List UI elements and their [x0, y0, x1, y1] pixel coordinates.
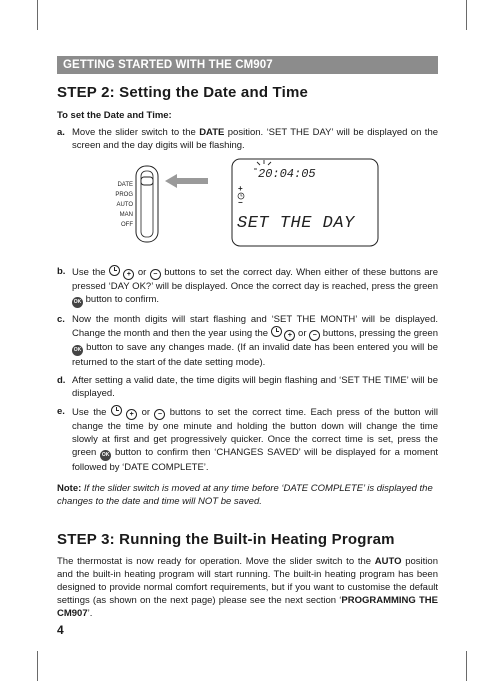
minus-icon: −	[309, 330, 320, 341]
crop-mark	[466, 651, 467, 681]
switch-label-prog: PROG	[115, 192, 133, 198]
step2-item-b: b. Use the + or − buttons to set the correct day. When either of these buttons are pressed ‘DAY OK?’ will be displayed. Once the correct day is reached, press the green OK button to confirm.	[57, 265, 438, 308]
arrow-left-icon	[165, 174, 208, 188]
page-content	[57, 56, 438, 620]
section-header: GETTING STARTED WITH THE CM907	[57, 56, 438, 74]
switch-label-auto: AUTO	[116, 202, 133, 208]
thermostat-illustration	[57, 156, 438, 260]
clock-icon	[111, 405, 122, 416]
plus-icon: +	[126, 409, 137, 420]
step3-paragraph: The thermostat is now ready for operation. Move the slider switch to the AUTO position and the built-in heating program will start running. The built-in heating program has been designed to provide normal comfort requirements, but if you want to customise the default settings (as shown on the next page) please see the next section ‘PROGRAMMING THE CM907’.	[57, 556, 438, 619]
step2-item-a: a. Move the slider switch to the DATE position. ‘SET THE DAY’ will be displayed on the screen and the day digits will be flashing.	[57, 127, 439, 151]
switch-label-date: DATE	[117, 182, 133, 188]
lcd-message: SET THE DAY	[237, 214, 355, 233]
thermostat-figure	[57, 156, 438, 260]
clock-icon	[271, 326, 282, 337]
lcd-date: 20:04:05	[258, 167, 316, 181]
step2-item-e: e. Use the + or − buttons to set the correct time. Each press of the button will change the time by one minute and holding the button down will change the time slowly at first and get progressively quicker. Once the correct time is set, press the green OK button to confirm then ‘CHANGES SAVED’ will be displayed for a moment followed by ‘DATE COMPLETE’.	[57, 406, 439, 473]
slider-knob	[141, 177, 153, 185]
ok-icon: OK	[100, 450, 111, 461]
switch-label-off: OFF	[121, 222, 133, 228]
note: Note: If the slider switch is moved at any time before ‘DATE COMPLETE’ is displayed the changes to the date and time will NOT be saved.	[57, 483, 433, 507]
lcd-plus-icon: +	[238, 184, 243, 193]
clock-icon	[109, 265, 120, 276]
crop-mark	[466, 0, 467, 30]
minus-icon: −	[150, 269, 161, 280]
step2-subheading: To set the Date and Time:	[57, 110, 172, 121]
step2-item-c: c. Now the month digits will start flashing and ‘SET THE MONTH’ will be displayed. Change the month and then the year using the + or − buttons, pressing the green OK button to save any changes made. (If an invalid date has been entered you will be returned to the start of the date setting mode).	[57, 314, 438, 368]
plus-icon: +	[284, 330, 295, 341]
switch-label-man: MAN	[119, 212, 133, 218]
crop-mark	[37, 0, 38, 30]
ok-icon: OK	[72, 297, 83, 308]
plus-icon: +	[123, 269, 134, 280]
step2-item-d: d. After setting a valid date, the time digits will begin flashing and ‘SET THE TIME’ will be displayed.	[57, 375, 438, 399]
ok-icon: OK	[72, 345, 83, 356]
minus-icon: −	[154, 409, 165, 420]
crop-mark	[37, 651, 38, 681]
lcd-minus-icon: −	[238, 198, 243, 207]
step3-title: STEP 3: Running the Built-in Heating Program	[57, 531, 395, 548]
step2-title: STEP 2: Setting the Date and Time	[57, 84, 309, 101]
page-number: 4	[57, 623, 64, 637]
